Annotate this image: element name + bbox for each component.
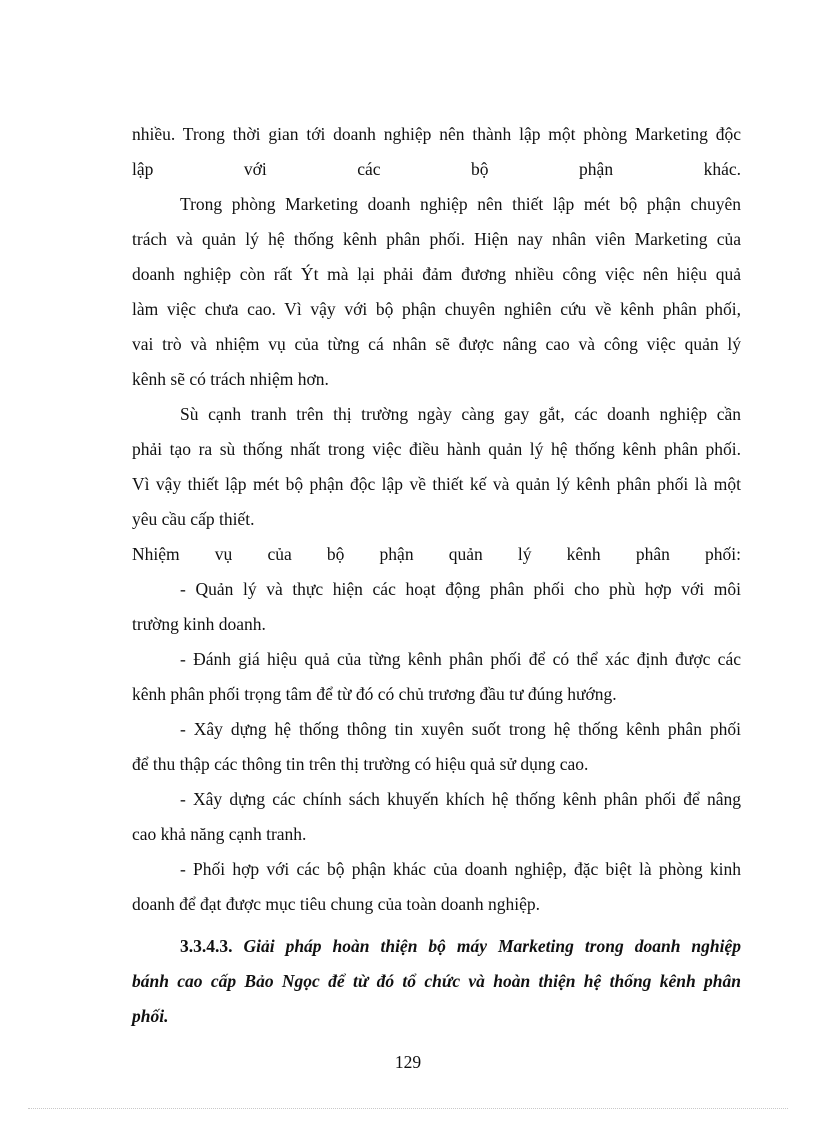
text-line: yêu cầu cấp thiết. [132, 509, 255, 529]
bullet-item-3 [132, 712, 741, 782]
heading-line: bánh cao cấp Bảo Ngọc để từ đó tổ chức và hoàn thiện hệ thống kênh phân [132, 971, 741, 991]
text-line: cao khả năng cạnh tranh. [132, 824, 307, 844]
bullet-item-2 [132, 642, 741, 712]
text-line: Sù cạnh tranh trên thị trường ngày càng gay gắt, các doanh nghiệp cần [180, 404, 741, 424]
page-number: 129 [394, 1052, 422, 1072]
page-bottom-divider [28, 1108, 788, 1109]
text-line: - Quản lý và thực hiện các hoạt động phân phối cho phù hợp với môi [180, 579, 741, 599]
text-line: - Phối hợp với các bộ phận khác của doanh nghiệp, đặc biệt là phòng kinh [180, 859, 741, 879]
text-line: Vì vậy thiết lập mét bộ phận độc lập về thiết kế và quản lý kênh phân phối là một [132, 474, 741, 494]
bullet-item-5 [132, 852, 741, 922]
heading-line: phối. [132, 1006, 169, 1026]
text-line: Nhiệm vụ của bộ phận quản lý kênh phân phối: [132, 544, 741, 564]
text-line: phải tạo ra sù thống nhất trong việc điều hành quản lý hệ thống kênh phân phối. [132, 439, 741, 459]
text-line: trách và quản lý hệ thống kênh phân phối. Hiện nay nhân viên Marketing của [132, 229, 741, 249]
text-line: doanh nghiệp còn rất Ýt mà lại phải đảm đương nhiều công việc nên hiệu quả [132, 264, 741, 284]
text-line: kênh sẽ có trách nhiệm hơn. [132, 369, 329, 389]
text-line: làm việc chưa cao. Vì vậy với bộ phận chuyên nghiên cứu về kênh phân phối, [132, 299, 741, 319]
text-line: - Xây dựng hệ thống thông tin xuyên suốt trong hệ thống kênh phân phối [180, 719, 741, 739]
text-line: - Xây dựng các chính sách khuyến khích hệ thống kênh phân phối để nâng [180, 789, 741, 809]
paragraph-1 [132, 117, 741, 187]
text-line: doanh để đạt được mục tiêu chung của toàn doanh nghiệp. [132, 894, 540, 914]
bullet-item-4 [132, 782, 741, 852]
text-line: vai trò và nhiệm vụ của từng cá nhân sẽ được nâng cao và công việc quản lý [132, 334, 741, 354]
bullet-item-1 [132, 572, 741, 642]
text-line: lập với các bộ phận khác. [132, 159, 741, 179]
paragraph-4 [132, 537, 741, 572]
heading-title-part: Giải pháp hoàn thiện bộ máy Marketing trong doanh nghiệp [243, 936, 741, 956]
paragraph-2 [132, 187, 741, 397]
text-line: nhiều. Trong thời gian tới doanh nghiệp nên thành lập một phòng Marketing độc [132, 124, 741, 144]
text-line: - Đánh giá hiệu quả của từng kênh phân phối để có thể xác định được các [180, 649, 741, 669]
section-heading [132, 929, 741, 1034]
heading-number: 3.3.4.3. [180, 936, 233, 956]
text-line: để thu thập các thông tin trên thị trường có hiệu quả sử dụng cao. [132, 754, 589, 774]
text-line: trường kinh doanh. [132, 614, 266, 634]
paragraph-3 [132, 397, 741, 537]
text-line: Trong phòng Marketing doanh nghiệp nên thiết lập mét bộ phận chuyên [180, 194, 741, 214]
text-line: kênh phân phối trọng tâm để từ đó có chủ trương đầu tư đúng hướng. [132, 684, 617, 704]
heading-line [132, 929, 741, 964]
